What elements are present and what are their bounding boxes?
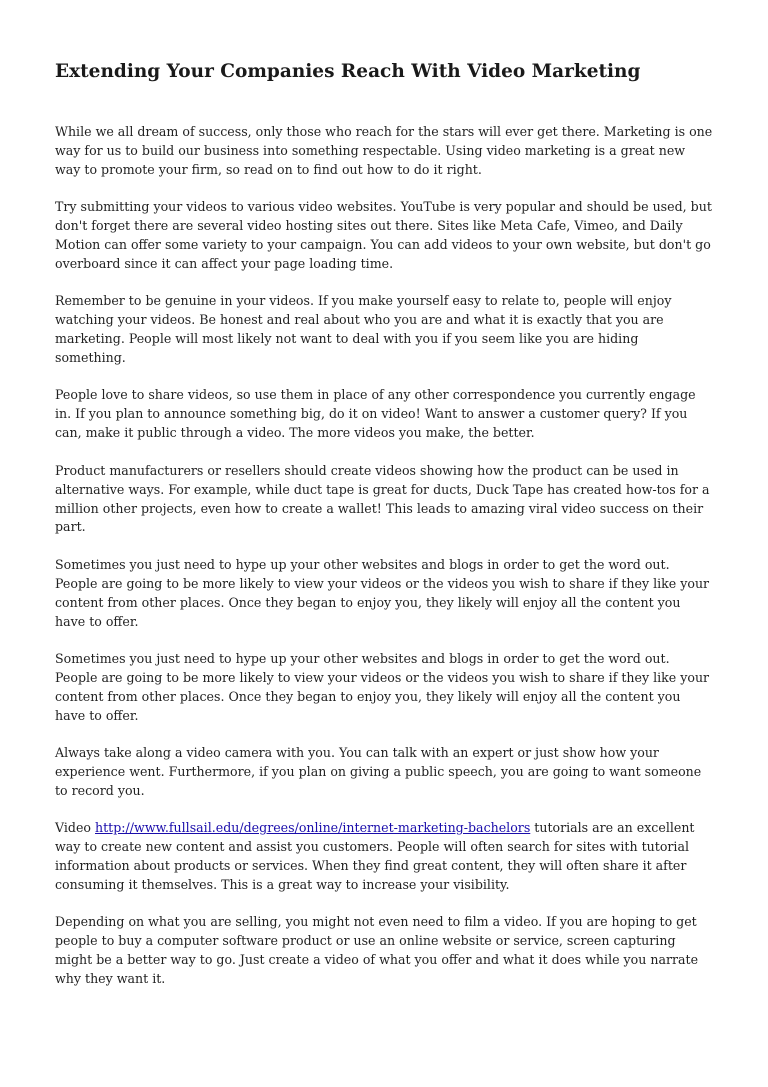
paragraph-9-rest: tutorials are an excellent way to create new content and assist you customers. People will often search for sites with tutorial information about products or services. When they find great content, they will often share it after consuming it themselves. This is a great way to increase your visibility.: [55, 820, 695, 892]
page-title: Extending Your Companies Reach With Video Marketing: [55, 61, 641, 82]
paragraph-8: Always take along a video camera with you. You can talk with an expert or just show how your experience went. Furthermore, if you plan on giving a public speech, you are going to want someone to record you.: [55, 745, 702, 798]
paragraph-9: [55, 819, 713, 895]
paragraph-7: Sometimes you just need to hype up your other websites and blogs in order to get the word out. People are going to be more likely to view your videos or the videos you wish to share if they like your content from other places. Once they began to enjoy you, they likely will enjoy all the content you have to offer.: [55, 650, 710, 723]
paragraph-6: Sometimes you just need to hype up your other websites and blogs in order to get the word out. People are going to be more likely to view your videos or the videos you wish to share if they like your content from other places. Once they began to enjoy you, they likely will enjoy all the content you have to offer.: [55, 556, 710, 629]
paragraph-2: Try submitting your videos to various video websites. YouTube is very popular and should be used, but don't forget there are several video hosting sites out there. Sites like Meta Cafe, Vimeo, and Daily Motion can offer some variety to your campaign. You can add videos to your own website, but don't go overboard since it can affect your page loading time.: [55, 199, 712, 271]
paragraph-5: Product manufacturers or resellers should create videos showing how the product can be used in alternative ways. For example, while duct tape is great for ducts, Duck Tape has created how-tos for a million other projects, even how to create a wallet! This leads to amazing viral video success on their part.: [55, 462, 710, 535]
paragraph-1: While we all dream of success, only those who reach for the stars will ever get there. Marketing is one way for us to build our business into something respectable. Using video marketing is a great new way to promote your firm, so read on to find out how to do it right.: [55, 124, 713, 177]
paragraph-10: Depending on what you are selling, you might not even need to film a video. If you are hoping to get people to buy a computer software product or use an online website or service, screen capturing might be a better way to go. Just create a video of what you offer and what it does while you narrate why they want it.: [55, 914, 699, 987]
paragraph-4: People love to share videos, so use them in place of any other correspondence you currently engage in. If you plan to announce something big, do it on video! Want to answer a customer query? If you can, make it public through a video. The more videos you make, the better.: [55, 387, 696, 441]
document-page: [55, 58, 713, 1008]
paragraph-9-lead: Video: [55, 820, 96, 836]
fullsail-link[interactable]: http://www.fullsail.edu/degrees/online/internet-marketing-bachelors: [95, 820, 531, 836]
paragraph-3: Remember to be genuine in your videos. If you make yourself easy to relate to, people will enjoy watching your videos. Be honest and real about who you are and what it is exactly that you are marketing. People will most likely not want to deal with you if you seem like you are hiding something.: [55, 293, 672, 366]
